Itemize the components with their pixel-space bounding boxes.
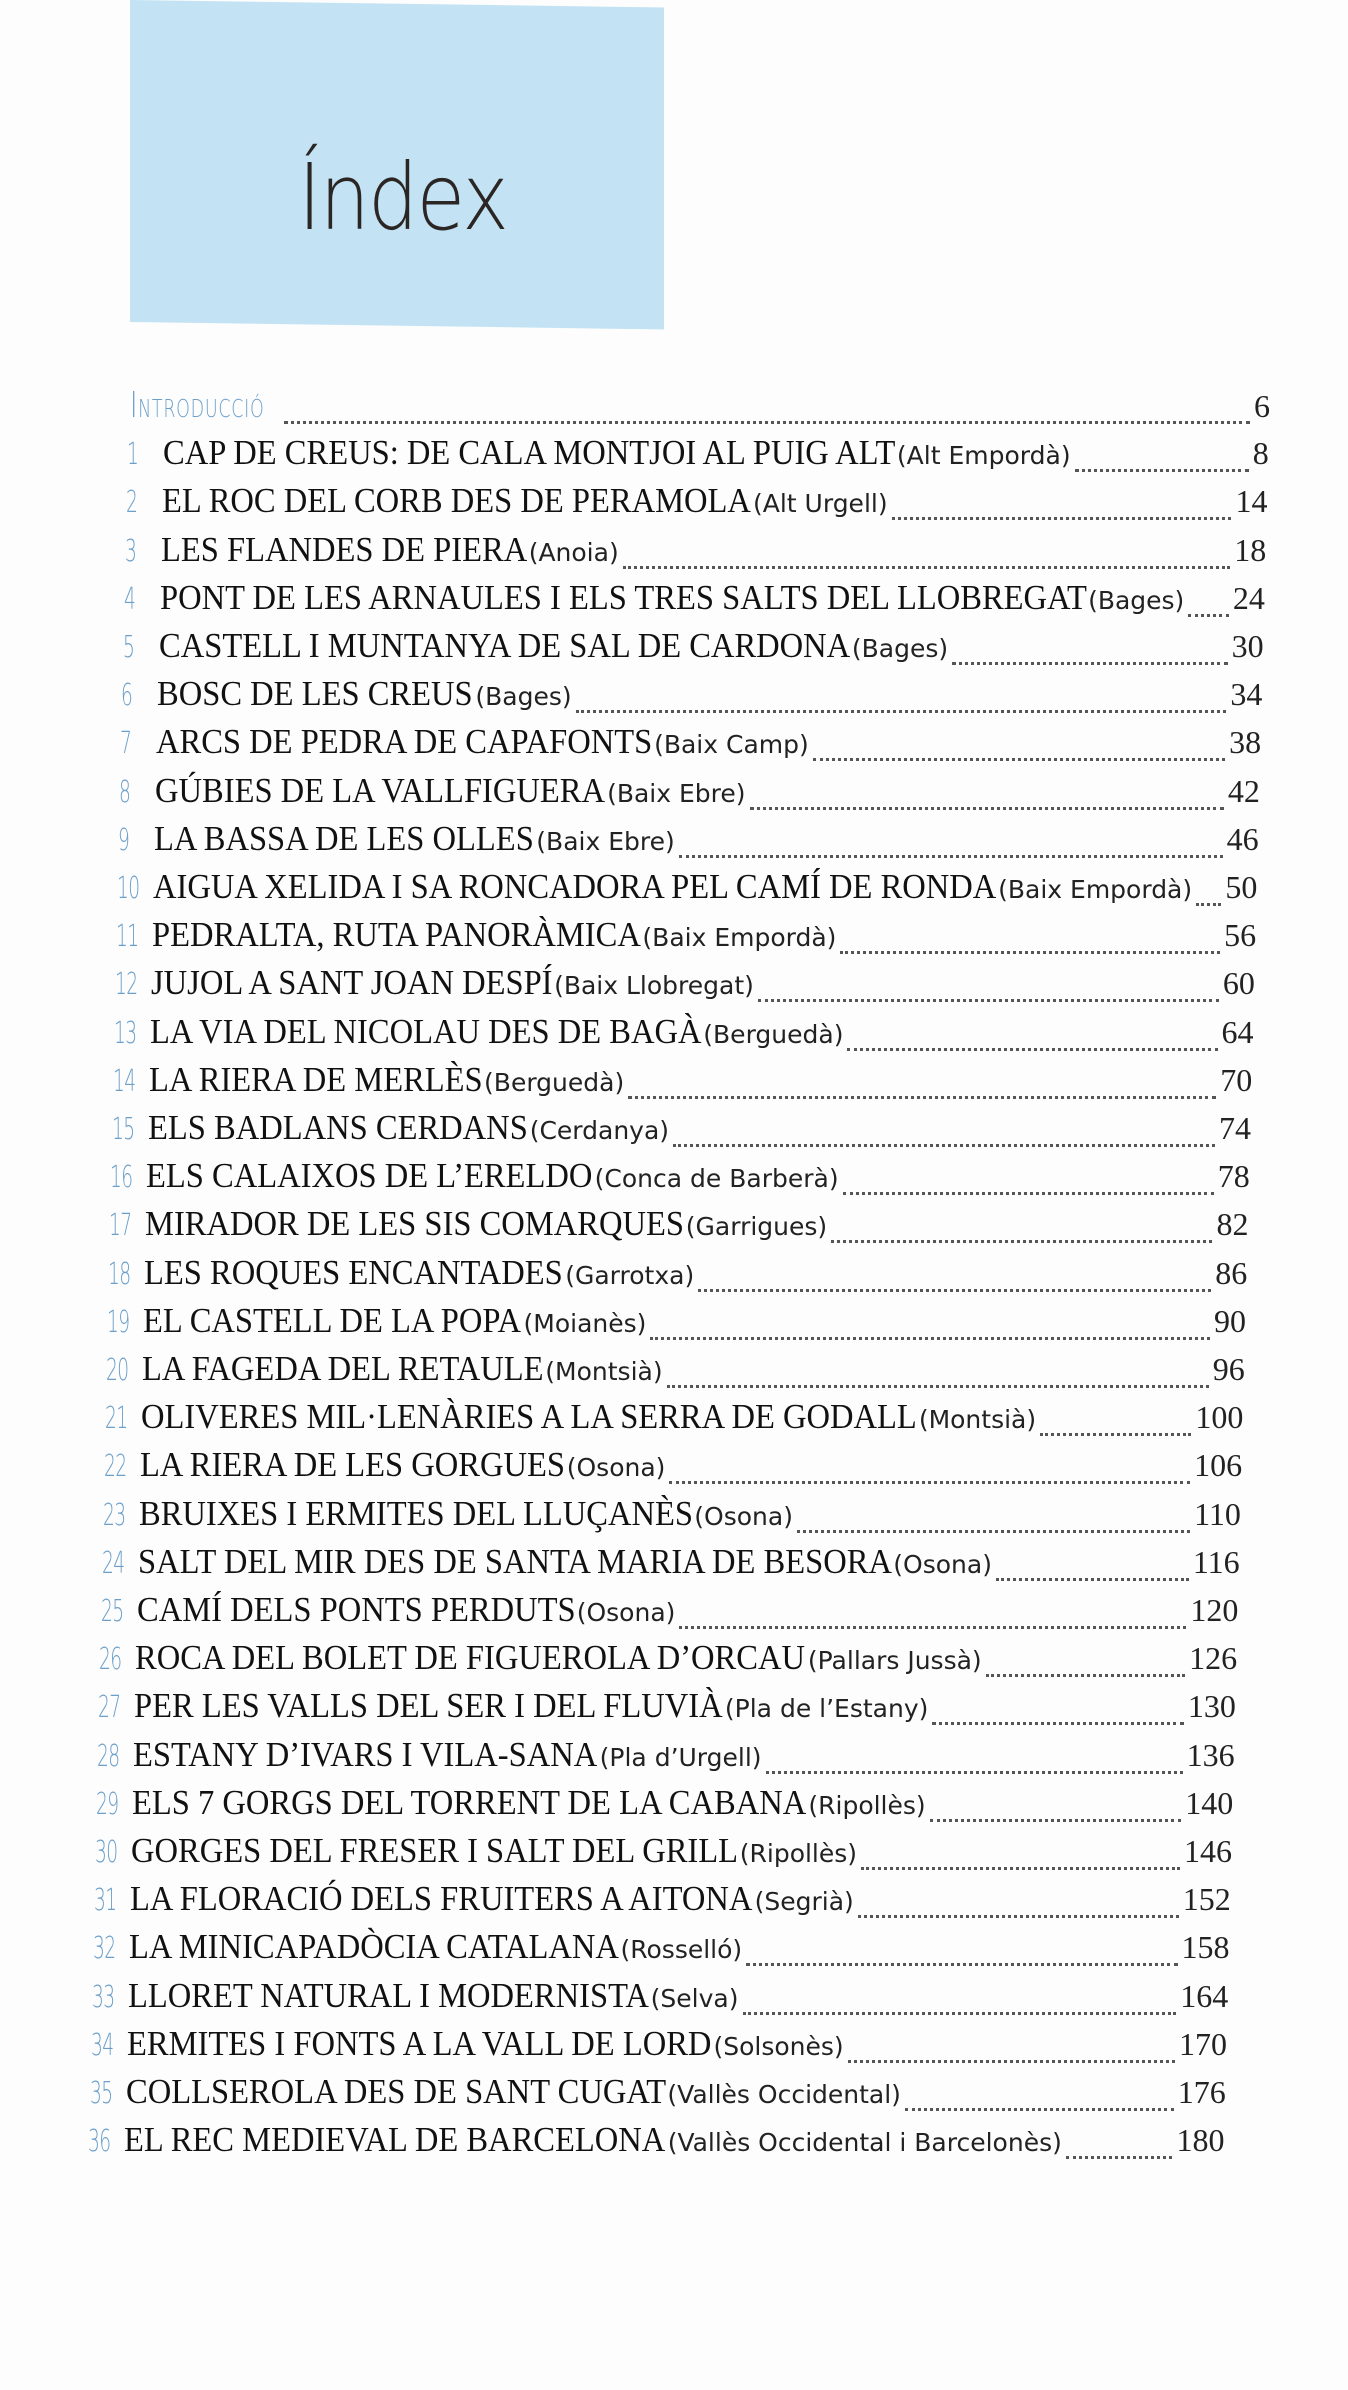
dot-leader — [628, 1096, 1216, 1099]
entry-title: GORGES DEL FRESER I SALT DEL GRILL — [131, 1831, 739, 1870]
entry-title: SALT DEL MIR DES DE SANTA MARIA DE BESORA — [137, 1541, 892, 1581]
entry-region: (Osona) — [694, 1501, 793, 1531]
entry-title: LA VIA DEL NICOLAU DES DE BAGÀ — [149, 1011, 702, 1051]
entry-title: CAP DE CREUS: DE CALA MONTJOI AL PUIG ALT — [162, 433, 896, 473]
page-number: 116 — [1192, 1543, 1240, 1580]
entry-title: LA FLORACIÓ DELS FRUITERS A AITONA — [129, 1879, 753, 1919]
entry-title: LES FLANDES DE PIERA — [160, 529, 527, 569]
toc-row-26[interactable] — [99, 1638, 1237, 1686]
entry-region: (Baix Ebre) — [536, 826, 675, 856]
entry-number: 32 — [92, 1931, 116, 1967]
dot-leader — [905, 2108, 1174, 2111]
entry-title: LA RIERA DE MERLÈS — [148, 1059, 483, 1099]
dot-leader — [932, 1722, 1183, 1725]
entry-region: (Baix Llobregat) — [554, 971, 754, 1001]
toc-row-6[interactable] — [121, 674, 1262, 722]
page-number: 96 — [1212, 1351, 1245, 1387]
page-number: 86 — [1215, 1254, 1248, 1291]
entry-region: (Pla d’Urgell) — [599, 1742, 762, 1772]
entry-title: LA BASSA DE LES OLLES — [154, 818, 534, 858]
entry-title: ERMITES I FONTS A LA VALL DE LORD — [126, 2023, 712, 2063]
page-number: 136 — [1186, 1736, 1235, 1773]
toc-row-25[interactable] — [101, 1590, 1239, 1638]
entry-region: (Berguedà) — [484, 1067, 625, 1097]
entry-number: 17 — [109, 1208, 132, 1244]
dot-leader — [1196, 903, 1221, 906]
entry-region: (Anoia) — [528, 537, 619, 567]
toc-row-15[interactable] — [112, 1108, 1252, 1156]
entry-number: 34 — [90, 2027, 114, 2063]
entry-region: (Bages) — [475, 682, 572, 712]
entry-region: (Vallès Occidental i Barcelonès) — [667, 2128, 1062, 2158]
page-number: 130 — [1187, 1688, 1236, 1725]
entry-number: 25 — [100, 1594, 123, 1629]
entry-number: 22 — [103, 1449, 127, 1485]
entry-region: (Berguedà) — [703, 1019, 844, 1049]
entry-title: LA MINICAPADÒCIA CATALANA — [128, 1927, 619, 1967]
entry-region: (Pla de l’Estany) — [724, 1694, 929, 1724]
introduction-label: Introducció — [130, 385, 265, 426]
entry-number: 31 — [93, 1883, 117, 1919]
toc-row-introduction[interactable] — [130, 385, 1270, 433]
entry-title: ELS CALAIXOS DE L’ERELDO — [146, 1156, 593, 1196]
entry-title: ELS BADLANS CERDANS — [147, 1108, 528, 1147]
page-number: 110 — [1194, 1495, 1241, 1532]
entry-region: (Ripollès) — [739, 1839, 858, 1868]
toc-row-14[interactable] — [113, 1060, 1253, 1108]
entry-region: (Baix Empordà) — [998, 875, 1193, 904]
page-number: 90 — [1213, 1302, 1246, 1339]
toc-row-1[interactable] — [127, 433, 1269, 481]
entry-region: (Alt Empordà) — [896, 441, 1071, 471]
page-number: 64 — [1221, 1013, 1254, 1050]
entry-number: 3 — [124, 533, 136, 569]
entry-title: ELS 7 GORGS DEL TORRENT DE LA CABANA — [132, 1782, 807, 1822]
page-number: 30 — [1231, 628, 1264, 664]
entry-number: 16 — [110, 1160, 133, 1196]
toc-row-36[interactable] — [88, 2120, 1224, 2168]
page-number: 6 — [1254, 388, 1270, 424]
entry-title: LLORET NATURAL I MODERNISTA — [127, 1975, 649, 2015]
entry-number: 7 — [120, 726, 132, 762]
toc-row-18[interactable] — [108, 1253, 1247, 1301]
page-number: 34 — [1230, 676, 1263, 713]
entry-number: 33 — [91, 1979, 115, 2015]
dot-leader — [698, 1289, 1211, 1292]
dot-leader — [623, 566, 1230, 569]
entry-number: 9 — [118, 822, 130, 858]
entry-region: (Garrotxa) — [565, 1260, 695, 1290]
page-number: 82 — [1216, 1206, 1249, 1243]
toc-row-19[interactable] — [107, 1301, 1246, 1349]
page-number: 176 — [1177, 2074, 1226, 2110]
entry-region: (Alt Urgell) — [753, 489, 888, 519]
page-number: 18 — [1234, 531, 1267, 568]
dot-leader — [1075, 469, 1249, 472]
page-number: 78 — [1217, 1158, 1250, 1195]
entry-number: 35 — [89, 2076, 112, 2111]
entry-title: LES ROQUES ENCANTADES — [144, 1252, 563, 1292]
toc-row-10[interactable] — [117, 867, 1257, 915]
dot-leader — [669, 1481, 1190, 1484]
dot-leader — [840, 951, 1220, 954]
entry-title: MIRADOR DE LES SIS COMARQUES — [145, 1204, 685, 1244]
toc-row-4[interactable] — [124, 578, 1265, 626]
entry-title: LA RIERA DE LES GORGUES — [139, 1445, 565, 1485]
dot-leader — [679, 1626, 1186, 1629]
entry-region: (Bages) — [851, 634, 949, 663]
dot-leader — [679, 855, 1223, 858]
entry-number: 1 — [126, 437, 139, 473]
entry-region: (Conca de Barberà) — [594, 1164, 839, 1194]
entry-region: (Montsià) — [545, 1357, 663, 1386]
entry-number: 21 — [104, 1401, 128, 1437]
entry-number: 36 — [88, 2124, 111, 2160]
toc-row-30[interactable] — [95, 1831, 1232, 1879]
entry-region: (Baix Empordà) — [642, 923, 837, 953]
entry-region: (Montsià) — [918, 1405, 1037, 1435]
entry-number: 20 — [106, 1353, 129, 1388]
page-number: 50 — [1225, 869, 1258, 905]
entry-number: 8 — [119, 774, 131, 810]
toc-row-33[interactable] — [92, 1976, 1229, 2024]
entry-region: (Cerdanya) — [529, 1116, 670, 1145]
dot-leader — [996, 1578, 1189, 1581]
page-number: 42 — [1227, 772, 1260, 809]
dot-leader — [831, 1240, 1212, 1243]
page-number: 8 — [1252, 435, 1269, 472]
dot-leader — [843, 1192, 1214, 1195]
dot-leader — [813, 758, 1225, 761]
page-number: 60 — [1222, 965, 1255, 1002]
page-number: 14 — [1235, 483, 1268, 520]
entry-title: ROCA DEL BOLET DE FIGUEROLA D’ORCAU — [135, 1638, 806, 1678]
entry-title: COLLSEROLA DES DE SANT CUGAT — [125, 2072, 666, 2111]
dot-leader — [650, 1337, 1210, 1340]
page-number: 24 — [1232, 579, 1265, 616]
dot-leader — [986, 1674, 1185, 1677]
toc-row-3[interactable] — [125, 530, 1267, 578]
page-number: 180 — [1176, 2122, 1225, 2159]
page-number: 100 — [1195, 1399, 1244, 1436]
toc-row-32[interactable] — [93, 1927, 1230, 1975]
entry-region: (Ripollès) — [808, 1790, 926, 1820]
toc-row-11[interactable] — [116, 915, 1256, 963]
toc-row-29[interactable] — [96, 1783, 1233, 1831]
entry-region: (Osona) — [576, 1598, 676, 1627]
page-number: 38 — [1229, 724, 1262, 761]
toc-row-23[interactable] — [103, 1494, 1241, 1542]
entry-number: 13 — [113, 1015, 137, 1051]
toc-row-2[interactable] — [126, 481, 1268, 529]
entry-region: (Garrigues) — [685, 1212, 828, 1242]
entry-number: 6 — [121, 678, 133, 714]
entry-region: (Solsonès) — [713, 2031, 844, 2061]
entry-region: (Osona) — [893, 1549, 992, 1579]
dot-leader — [930, 1819, 1182, 1822]
page-number: 74 — [1219, 1110, 1252, 1146]
entry-number: 24 — [101, 1545, 125, 1581]
entry-number: 27 — [98, 1690, 121, 1726]
entry-region: (Vallès Occidental) — [667, 2080, 901, 2109]
toc-row-7[interactable] — [120, 722, 1261, 770]
entry-number: 2 — [125, 485, 138, 521]
entry-region: (Pallars Jussà) — [807, 1646, 982, 1676]
page-number: 158 — [1181, 1929, 1230, 1966]
entry-title: JUJOL A SANT JOAN DESPÍ — [150, 963, 553, 1003]
entry-number: 4 — [123, 581, 135, 617]
page-number: 56 — [1224, 917, 1257, 954]
dot-leader — [743, 2012, 1177, 2015]
toc-row-31[interactable] — [94, 1879, 1231, 1927]
entry-region: (Moianès) — [523, 1308, 647, 1338]
entry-number: 18 — [108, 1256, 131, 1292]
entry-number: 23 — [102, 1497, 126, 1533]
dot-leader — [750, 807, 1224, 810]
dot-leader — [746, 1963, 1177, 1966]
toc-row-5[interactable] — [123, 626, 1264, 674]
toc-row-34[interactable] — [91, 2024, 1227, 2072]
dot-leader — [667, 1385, 1209, 1388]
entry-region: (Baix Camp) — [654, 730, 809, 760]
entry-number: 14 — [112, 1063, 136, 1099]
toc-row-8[interactable] — [119, 771, 1260, 819]
page-number: 70 — [1220, 1061, 1253, 1098]
entry-region: (Segrià) — [754, 1887, 854, 1917]
entry-title: EL CASTELL DE LA POPA — [143, 1300, 522, 1340]
entry-region: (Bages) — [1088, 585, 1185, 615]
toc-row-13[interactable] — [114, 1012, 1254, 1060]
entry-title: PEDRALTA, RUTA PANORÀMICA — [151, 915, 641, 955]
entry-number: 12 — [114, 967, 138, 1003]
dot-leader — [892, 517, 1232, 520]
dot-leader — [1040, 1433, 1191, 1436]
entry-title: BRUIXES I ERMITES DEL LLUÇANÈS — [138, 1493, 693, 1533]
entry-title: ESTANY D’IVARS I VILA-SANA — [133, 1734, 598, 1774]
entry-title: BOSC DE LES CREUS — [157, 674, 474, 714]
dot-leader — [952, 662, 1228, 665]
entry-region: (Rosselló) — [620, 1935, 743, 1965]
dot-leader — [284, 421, 1250, 424]
entry-number: 28 — [97, 1738, 120, 1774]
entry-title: PONT DE LES ARNAULES I ELS TRES SALTS DEL LLOBREGAT — [159, 577, 1087, 617]
dot-leader — [848, 2060, 1175, 2063]
entry-number: 30 — [95, 1835, 118, 1870]
entry-title: CASTELL I MUNTANYA DE SAL DE CARDONA — [158, 626, 850, 665]
toc-row-12[interactable] — [115, 963, 1255, 1011]
page-number: 120 — [1190, 1592, 1239, 1628]
dot-leader — [858, 1915, 1179, 1918]
page-title: Índex — [298, 144, 508, 251]
toc-row-16[interactable] — [110, 1156, 1249, 1204]
entry-number: 29 — [96, 1786, 119, 1822]
toc-row-27[interactable] — [98, 1686, 1236, 1734]
toc-row-9[interactable] — [118, 819, 1259, 867]
page-number: 170 — [1178, 2025, 1227, 2062]
entry-title: GÚBIES DE LA VALLFIGUERA — [155, 770, 606, 810]
toc-row-20[interactable] — [106, 1349, 1245, 1397]
toc-row-35[interactable] — [90, 2072, 1226, 2120]
toc-row-17[interactable] — [109, 1204, 1248, 1252]
entry-title: PER LES VALLS DEL SER I DEL FLUVIÀ — [134, 1686, 723, 1726]
dot-leader — [847, 1048, 1217, 1051]
entry-number: 11 — [115, 919, 139, 955]
toc-row-22[interactable] — [104, 1445, 1242, 1493]
dot-leader — [758, 999, 1219, 1002]
dot-leader — [673, 1144, 1215, 1147]
page-number: 126 — [1189, 1640, 1238, 1677]
dot-leader — [1188, 614, 1229, 617]
dot-leader — [1066, 2156, 1173, 2159]
entry-number: 10 — [117, 871, 140, 906]
entry-region: (Baix Ebre) — [607, 778, 746, 808]
page-number: 140 — [1185, 1784, 1234, 1821]
entry-number: 15 — [111, 1112, 134, 1147]
entry-title: ARCS DE PEDRA DE CAPAFONTS — [156, 722, 653, 762]
entry-title: OLIVERES MIL·LENÀRIES A LA SERRA DE GODALL — [140, 1397, 917, 1437]
toc-row-21[interactable] — [105, 1397, 1244, 1445]
page-number: 152 — [1182, 1881, 1231, 1918]
entry-title: LA FAGEDA DEL RETAULE — [142, 1349, 544, 1388]
entry-number: 26 — [99, 1642, 122, 1678]
entry-title: AIGUA XELIDA I SA RONCADORA PEL CAMÍ DE RONDA — [153, 867, 997, 906]
entry-number: 5 — [122, 630, 134, 665]
entry-region: (Osona) — [566, 1453, 666, 1483]
toc-row-24[interactable] — [102, 1542, 1240, 1590]
toc-row-28[interactable] — [97, 1735, 1234, 1783]
dot-leader — [797, 1530, 1190, 1533]
dot-leader — [861, 1867, 1180, 1870]
page-number: 106 — [1194, 1447, 1243, 1484]
entry-region: (Selva) — [650, 1983, 739, 2013]
page-number: 164 — [1180, 1977, 1229, 2014]
dot-leader — [576, 710, 1227, 713]
entry-title: EL ROC DEL CORB DES DE PERAMOLA — [161, 481, 751, 521]
entry-title: CAMÍ DELS PONTS PERDUTS — [136, 1590, 576, 1629]
entry-number: 19 — [107, 1304, 130, 1340]
dot-leader — [766, 1771, 1183, 1774]
page-number: 46 — [1226, 820, 1259, 857]
page-number: 146 — [1184, 1833, 1233, 1869]
entry-title: EL REC MEDIEVAL DE BARCELONA — [124, 2120, 666, 2160]
